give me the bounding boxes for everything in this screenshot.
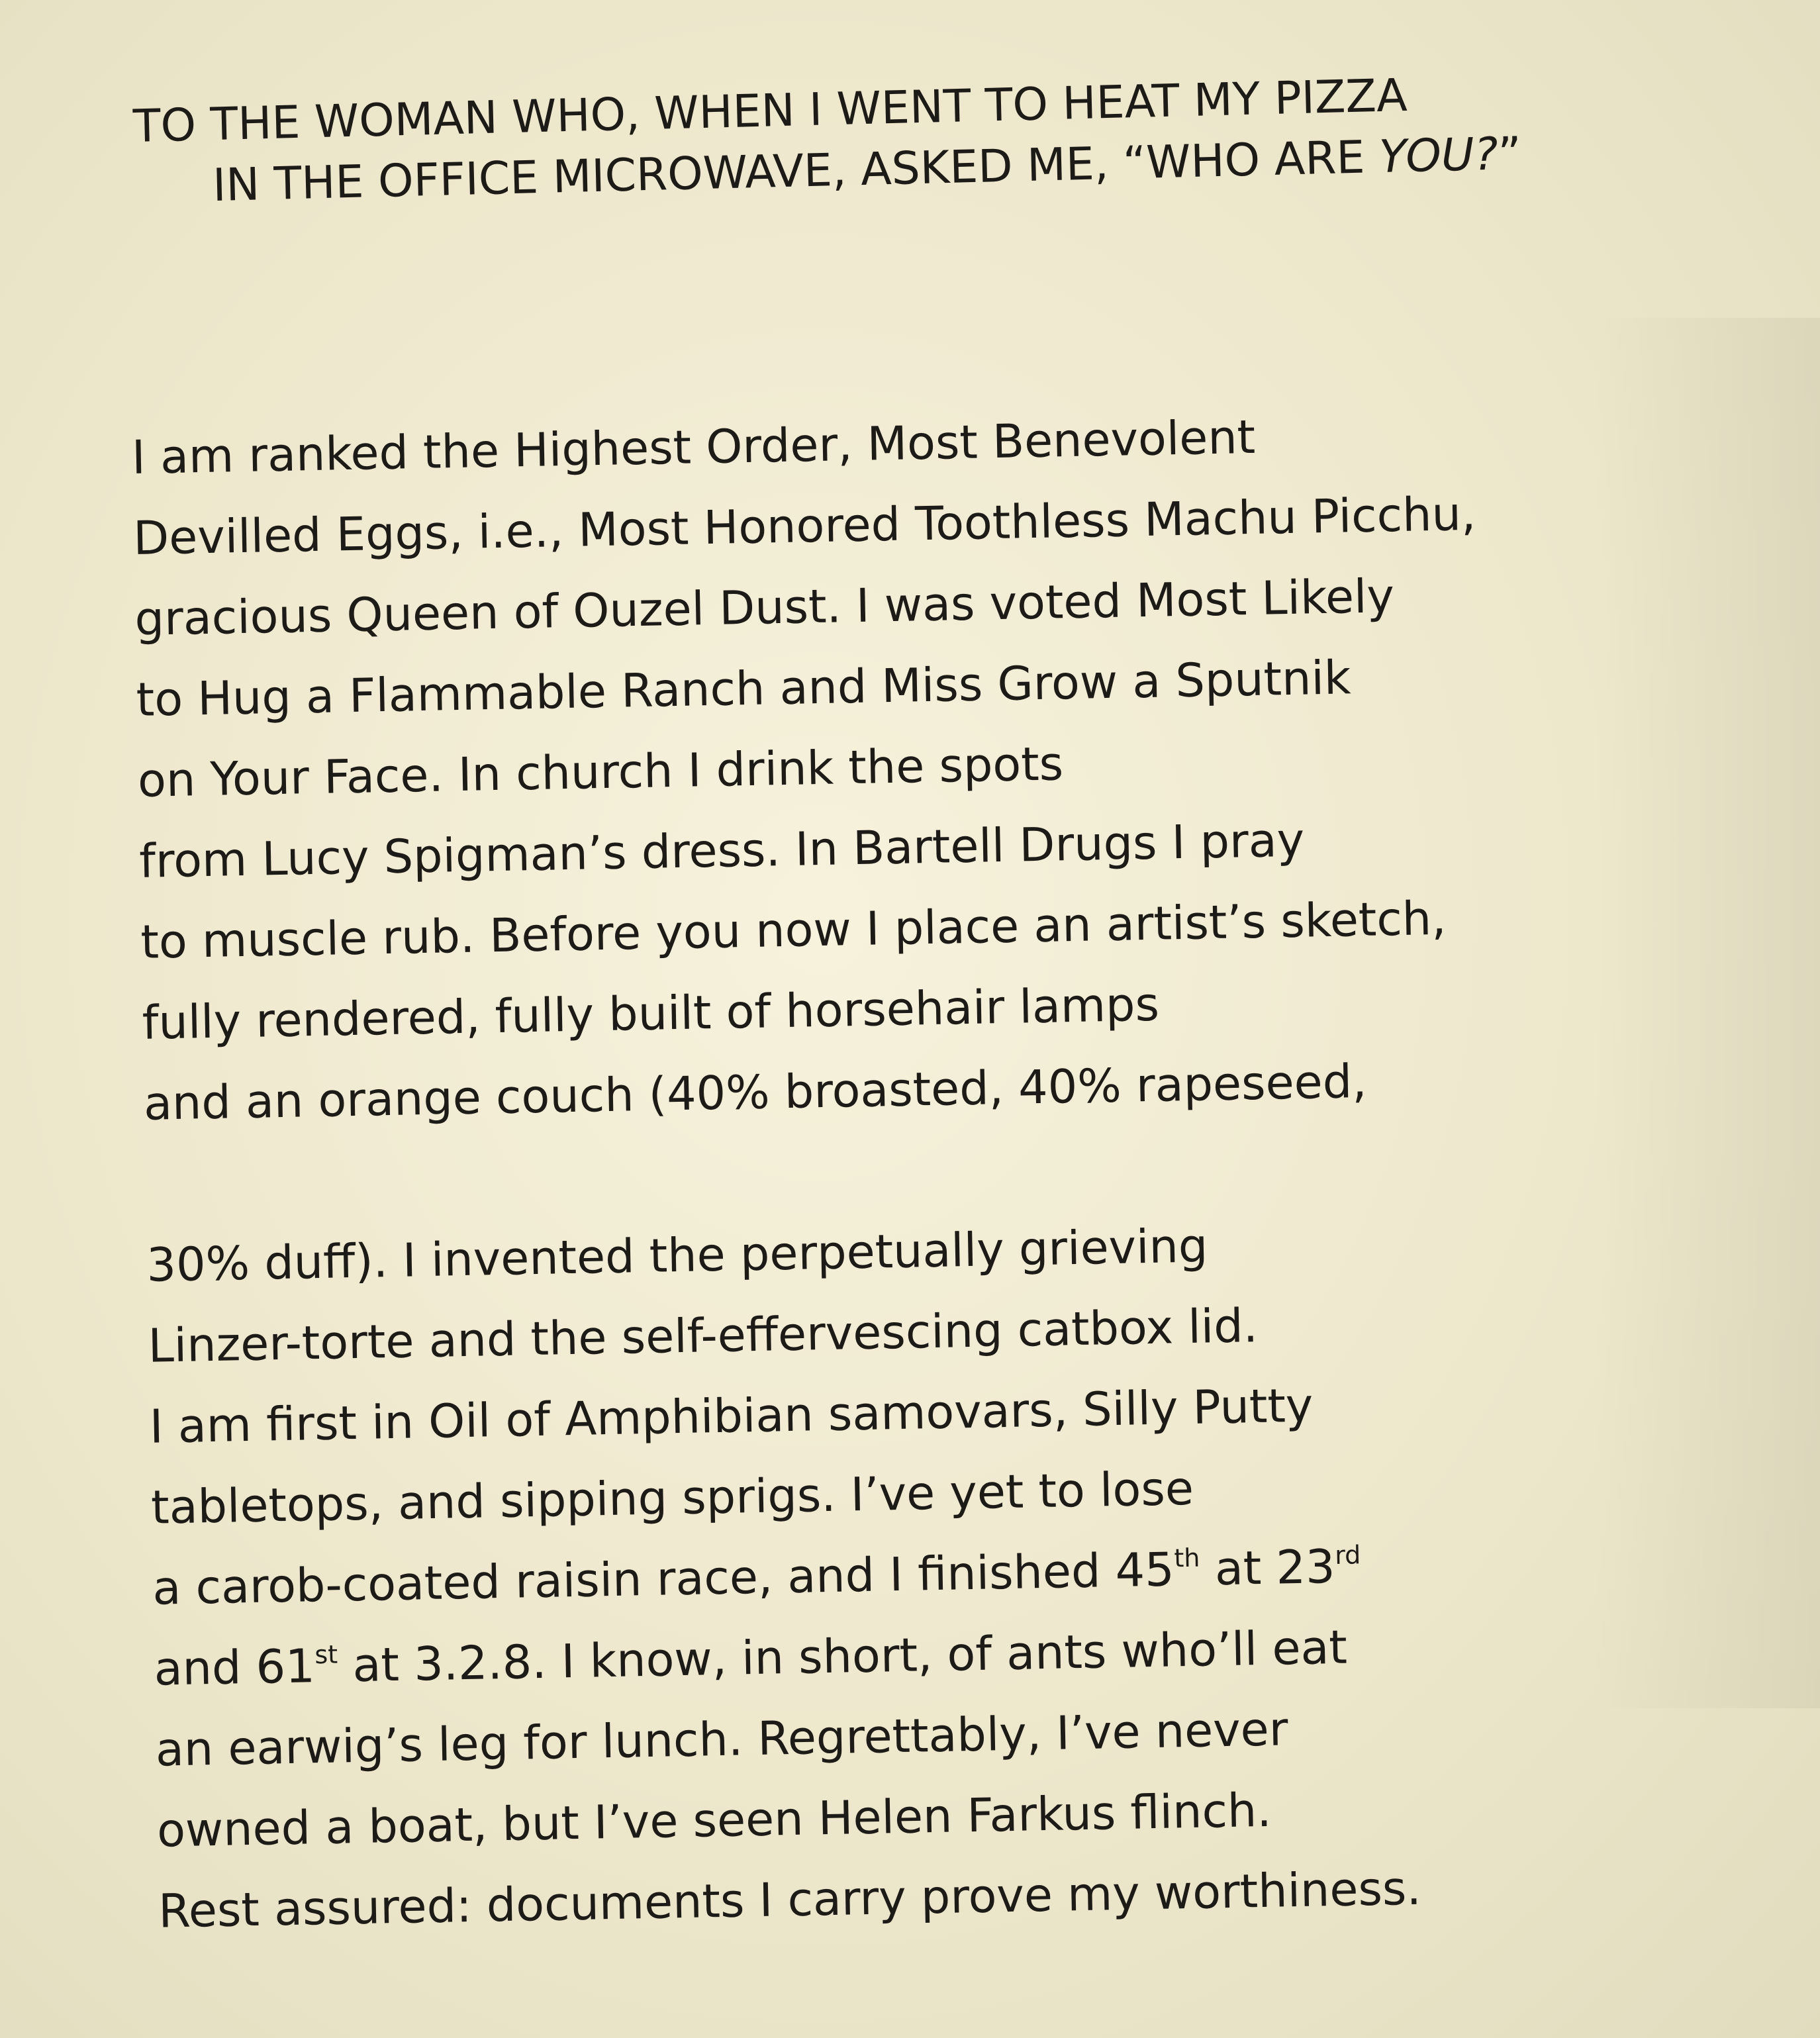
line-text: a carob-coated raisin race, and I finished 45 (152, 1542, 1175, 1616)
stanza-1 (131, 387, 1799, 1144)
poem-line: gracious Queen of Ouzel Dust. I was voted Most Likely (134, 569, 1395, 646)
poem-line: on Your Face. In church I drink the spots (137, 736, 1064, 808)
poem-line: owned a boat, but I’ve seen Helen Farkus flinch. (156, 1782, 1272, 1858)
line-text: and 61 (153, 1639, 316, 1696)
poem-line: and an orange couch (40% broasted, 40% rapeseed, (143, 1053, 1368, 1131)
poem-line: fully rendered, fully built of horsehair lamps (142, 977, 1160, 1050)
title-line-2-text: IN THE OFFICE MICROWAVE, ASKED ME, “WHO ARE (212, 130, 1380, 212)
poem-line: Devilled Eggs, i.e., Most Honored Toothless Machu Picchu, (132, 486, 1476, 565)
poem-line: an earwig’s leg for lunch. Regrettably, I’ve never (155, 1702, 1289, 1777)
title-italic-word: YOU? (1378, 128, 1499, 183)
poem-line: 30% duff). I invented the perpetually grieving (146, 1218, 1208, 1292)
title-line-1: TO THE WOMAN WHO, WHEN I WENT TO HEAT MY PIZZA (132, 69, 1408, 153)
poem-title (132, 56, 1790, 218)
poem-body (131, 387, 1814, 1951)
ordinal-suffix: st (314, 1639, 338, 1670)
poem-line: tabletops, and sipping sprigs. I’ve yet to lose (150, 1461, 1194, 1535)
line-text: at 3.2.8. I know, in short, of ants who’ll eat (337, 1620, 1348, 1693)
stanza-2 (146, 1194, 1814, 1952)
title-closing-quote: ” (1497, 127, 1522, 181)
poem-line: I am ranked the Highest Order, Most Benevolent (131, 409, 1256, 485)
poem-line: Linzer-torte and the self-effervescing catbox lid. (147, 1298, 1259, 1373)
line-text: at 23 (1199, 1539, 1336, 1596)
ordinal-suffix: th (1173, 1543, 1200, 1573)
poem-line: from Lucy Spigman’s dress. In Bartell Drugs I pray (138, 812, 1305, 889)
poem-line: Rest assured: documents I carry prove my worthiness. (158, 1861, 1422, 1939)
poem-line: to Hug a Flammable Ranch and Miss Grow a Sputnik (136, 650, 1352, 727)
poem-line: to muscle rub. Before you now I place an artist’s sketch, (140, 891, 1447, 969)
poem-line: I am first in Oil of Amphibian samovars, Silly Putty (149, 1378, 1314, 1454)
ordinal-suffix: rd (1334, 1540, 1361, 1570)
